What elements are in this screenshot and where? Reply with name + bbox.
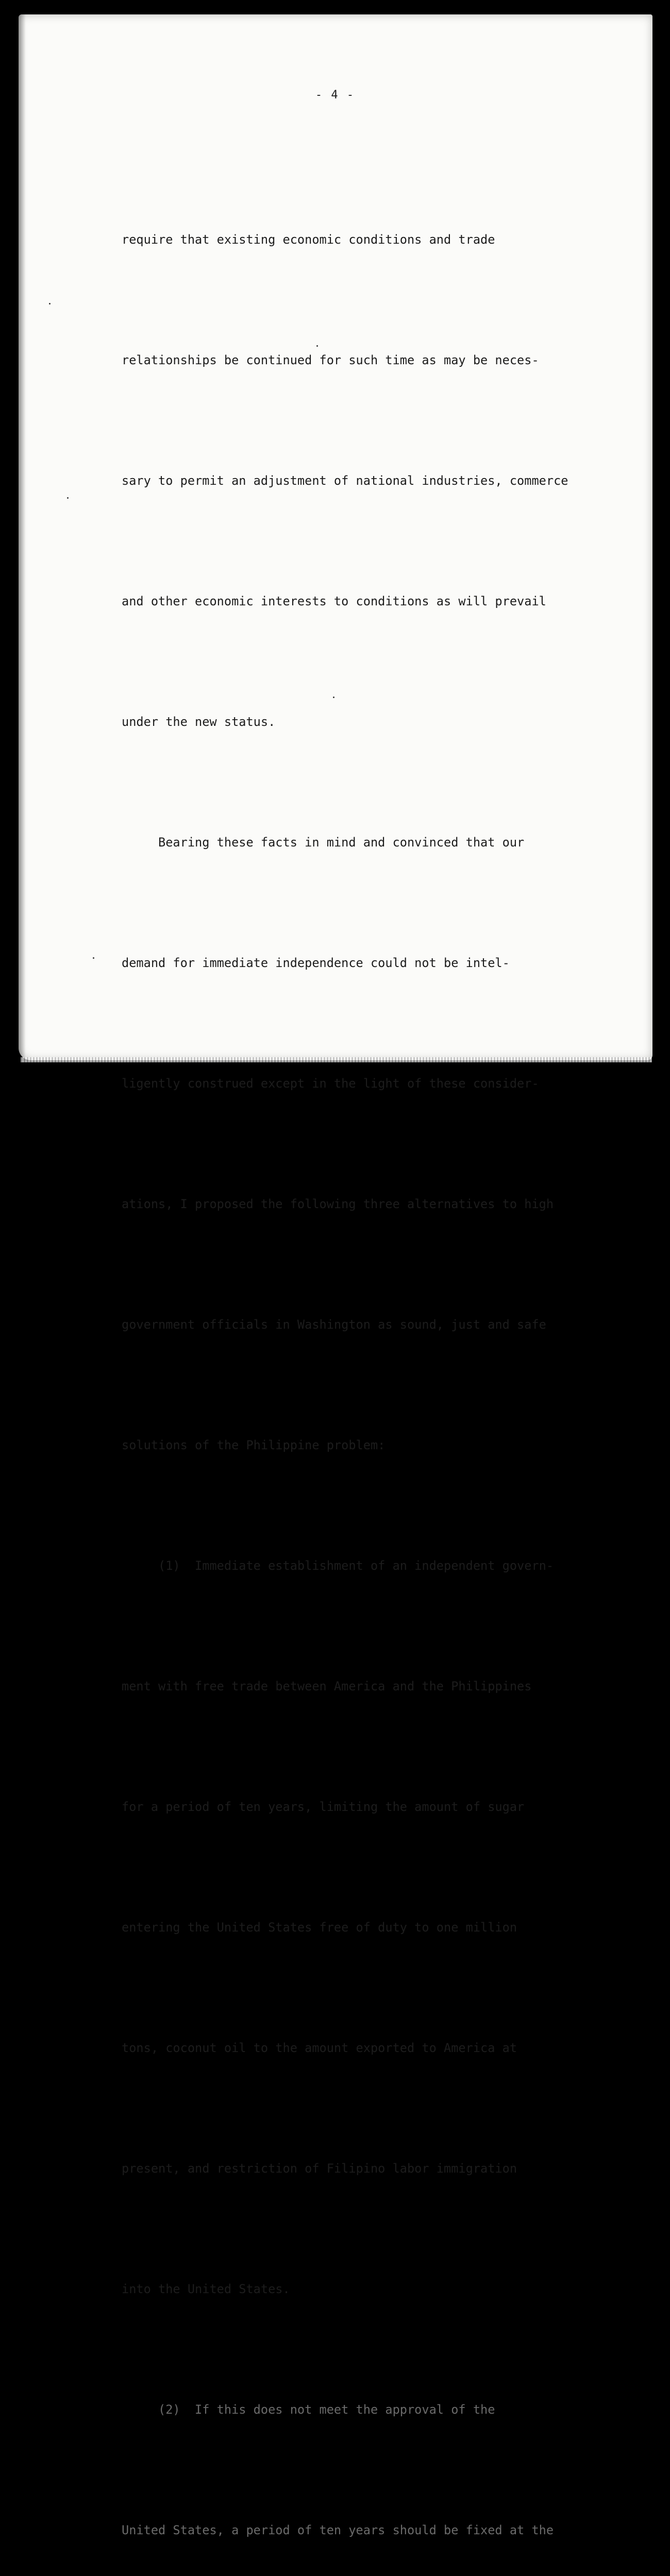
text-line: sary to permit an adjustment of national industries, commerce xyxy=(122,473,568,488)
text-line: United States, a period of ten years should be fixed at the xyxy=(122,2523,554,2537)
page-number: - 4 - xyxy=(315,89,355,101)
text-line: (2) If this does not meet the approval of the xyxy=(122,2402,495,2417)
text-line: entering the United States free of duty to one million xyxy=(122,1920,517,1935)
text-line: into the United States. xyxy=(122,2282,290,2296)
body-text xyxy=(122,139,616,2576)
text-line: demand for immediate independence could not be intel- xyxy=(122,956,510,970)
paper-speck xyxy=(49,303,51,304)
text-line: Bearing these facts in mind and convinced that our xyxy=(122,835,525,850)
text-line: ligently construed except in the light of these consider- xyxy=(122,1076,539,1091)
text-line: relationships be continued for such time as may be neces- xyxy=(122,353,539,367)
text-line: tons, coconut oil to the amount exported to America at xyxy=(122,2041,517,2055)
text-line: ations, I proposed the following three alternatives to high xyxy=(122,1197,554,1211)
text-line: require that existing economic conditions and trade xyxy=(122,232,495,247)
text-line: ment with free trade between America and the Philippines xyxy=(122,1679,532,1693)
paper-speck xyxy=(333,697,334,698)
text-line: present, and restriction of Filipino labor immigration xyxy=(122,2161,517,2176)
paper-speck xyxy=(93,957,94,959)
text-line: for a period of ten years, limiting the amount of sugar xyxy=(122,1800,525,1814)
paper-speck xyxy=(316,345,318,347)
text-line: government officials in Washington as sound, just and safe xyxy=(122,1317,546,1332)
page-shadow-edge xyxy=(19,14,26,1060)
text-line: (1) Immediate establishment of an independent govern- xyxy=(122,1558,554,1573)
text-line: and other economic interests to conditions as will prevail xyxy=(122,594,546,608)
text-line: under the new status. xyxy=(122,715,276,729)
paper-speck xyxy=(67,497,69,499)
text-line: solutions of the Philippine problem: xyxy=(122,1438,386,1452)
